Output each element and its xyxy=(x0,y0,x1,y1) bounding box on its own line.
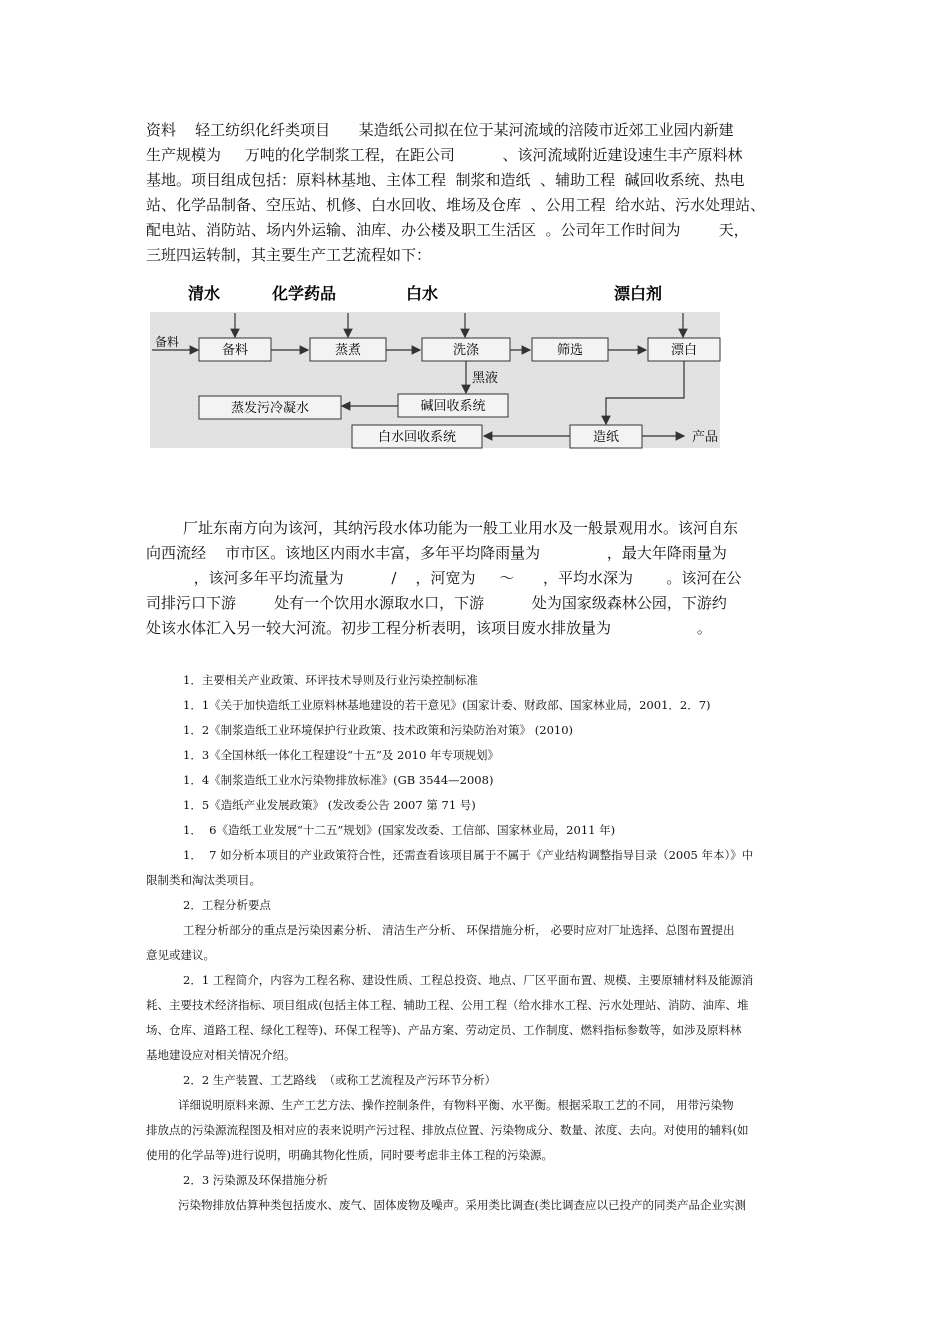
intro-line-2: 生产规模为 万吨的化学制浆工程，在距公司 、该河流域附近建设速生丰产原料林 xyxy=(146,146,743,164)
item-2-1-line-3: 场、仓库、道路工程、绿化工程等)、环保工程等)、产品方案、劳动定员、工作制度、燃料指标参数等，如涉及原料林 xyxy=(146,1023,742,1037)
river-line-5: 处该水体汇入另一较大河流。初步工程分析表明，该项目废水排放量为 。 xyxy=(146,619,712,637)
para-2-line-2: 意见或建议。 xyxy=(146,948,215,962)
svg-text:碱回收系统: 碱回收系统 xyxy=(420,399,486,414)
box-papermaking xyxy=(570,425,642,448)
intro-line-4: 站、化学品制备、空压站、机修、白水回收、堆场及仓库 、公用工程 给水站、污水处理站、 xyxy=(146,196,766,214)
item-1-5: 1．5《造纸产业发展政策》 (发改委公告 2007 第 71 号) xyxy=(183,798,476,812)
svg-text:蒸发污冷凝水: 蒸发污冷凝水 xyxy=(230,401,310,416)
item-2-2: 2．2 生产装置、工艺路线 （或称工艺流程及产污环节分析） xyxy=(183,1073,497,1087)
box-screen xyxy=(532,338,608,361)
box-whitewater-recovery xyxy=(352,425,482,448)
intro-line-6: 三班四运转制，其主要生产工艺流程如下： xyxy=(146,246,432,264)
item-1-2: 1．2《制浆造纸工业环境保护行业政策、技术政策和污染防治对策》 (2010) xyxy=(183,723,574,737)
svg-text:漂白: 漂白 xyxy=(670,343,698,358)
item-2-2-line-3: 使用的化学品等)进行说明，明确其物化性质，同时要考虑非主体工程的污染源。 xyxy=(146,1148,553,1162)
intro-line-5: 配电站、消防站、场内外运输、油库、办公楼及职工生活区 。公司年工作时间为 天， xyxy=(146,221,749,239)
box-alkali-recovery xyxy=(398,394,508,417)
item-2-1-line-4: 基地建设应对相关情况介绍。 xyxy=(146,1048,296,1062)
item-1-7-cont: 限制类和淘汰类项目。 xyxy=(146,873,261,887)
item-1-4: 1．4《制浆造纸工业水污染物排放标准》(GB 3544—2008) xyxy=(183,773,494,787)
input-bleach-label: 漂白剂 xyxy=(614,284,663,303)
item-2-3: 2．3 污染源及环保措施分析 xyxy=(183,1173,328,1187)
item-2-1-line-1: 2．1 工程简介，内容为工程名称、建设性质、工程总投资、地点、厂区平面布置、规模、主要原辅材料及能源消 xyxy=(183,973,754,987)
item-2-3-line-1: 污染物排放估算种类包括废水、废气、固体废物及噪声。采用类比调查(类比调查应以已投产的同类产品企业实测 xyxy=(178,1198,746,1212)
svg-text:备料: 备料 xyxy=(221,343,249,358)
item-2-1-line-2: 耗、主要技术经济指标、项目组成(包括主体工程、辅助工程、公用工程（给水排水工程、污水处理站、消防、油库、堆 xyxy=(146,998,749,1012)
item-1-6: 1． 6《造纸工业发展“十二五”规划》(国家发改委、工信部、国家林业局，2011 年) xyxy=(183,823,616,837)
heading-2: 2．工程分析要点 xyxy=(183,898,271,912)
river-line-3: ，该河多年平均流量为 / ，河宽为 ～ ，平均水深为 。该河在公 xyxy=(146,569,742,587)
svg-text:筛选: 筛选 xyxy=(556,343,584,358)
black-liquor-label: 黑液 xyxy=(472,371,499,386)
box-bleach xyxy=(648,338,720,361)
item-1-7: 1． 7 如分析本项目的产业政策符合性，还需查看该项目属于不属于《产业结构调整指导目录（2005 年本）》中 xyxy=(183,848,754,862)
river-line-1: 厂址东南方向为该河，其纳污段水体功能为一般工业用水及一般景观用水。该河自东 xyxy=(183,519,739,537)
product-label: 产品 xyxy=(692,430,719,445)
process-flow-diagram xyxy=(0,0,950,480)
svg-text:白水回收系统: 白水回收系统 xyxy=(377,430,457,445)
item-2-2-line-2: 排放点的污染源流程图及相对应的表来说明产污过程、排放点位置、污染物成分、数量、浓度、去向。对使用的辅料(如 xyxy=(146,1123,749,1137)
feed-label: 备料 xyxy=(155,335,180,349)
item-1-3: 1．3《全国林纸一体化工程建设“十五”及 2010 年专项规划》 xyxy=(183,748,499,762)
box-condensate xyxy=(199,396,341,419)
svg-text:造纸: 造纸 xyxy=(592,430,620,445)
intro-line-3: 基地。项目组成包括：原料林基地、主体工程 制浆和造纸 、辅助工程 碱回收系统、热电 xyxy=(146,171,745,189)
heading-1: 1．主要相关产业政策、环评技术导则及行业污染控制标准 xyxy=(183,673,478,687)
box-prep xyxy=(199,338,271,361)
input-chemicals-label: 化学药品 xyxy=(272,284,337,303)
input-water-label: 清水 xyxy=(188,284,221,303)
river-line-2: 向西流经 市市区。该地区内雨水丰富，多年平均降雨量为 ，最大年降雨量为 xyxy=(146,544,727,562)
river-line-4: 司排污口下游 处有一个饮用水源取水口，下游 处为国家级森林公园，下游约 xyxy=(146,594,727,612)
item-1-1: 1．1《关于加快造纸工业原料林基地建设的若干意见》(国家计委、财政部、国家林业局，2001．2．7) xyxy=(183,698,711,712)
svg-text:蒸煮: 蒸煮 xyxy=(334,343,362,358)
input-whitewater-label: 白水 xyxy=(406,284,439,303)
box-wash xyxy=(422,338,510,361)
svg-text:洗涤: 洗涤 xyxy=(452,343,480,358)
box-cook xyxy=(310,338,386,361)
intro-line-1: 资料 轻工纺织化纤类项目 某造纸公司拟在位于某河流域的涪陵市近郊工业园内新建 xyxy=(146,121,734,139)
item-2-2-line-1: 详细说明原料来源、生产工艺方法、操作控制条件，有物料平衡、水平衡。根据采取工艺的不同， 用带污染物 xyxy=(178,1098,734,1112)
para-2-line-1: 工程分析部分的重点是污染因素分析、 清洁生产分析、 环保措施分析， 必要时应对厂址选择、总图布置提出 xyxy=(183,923,735,937)
